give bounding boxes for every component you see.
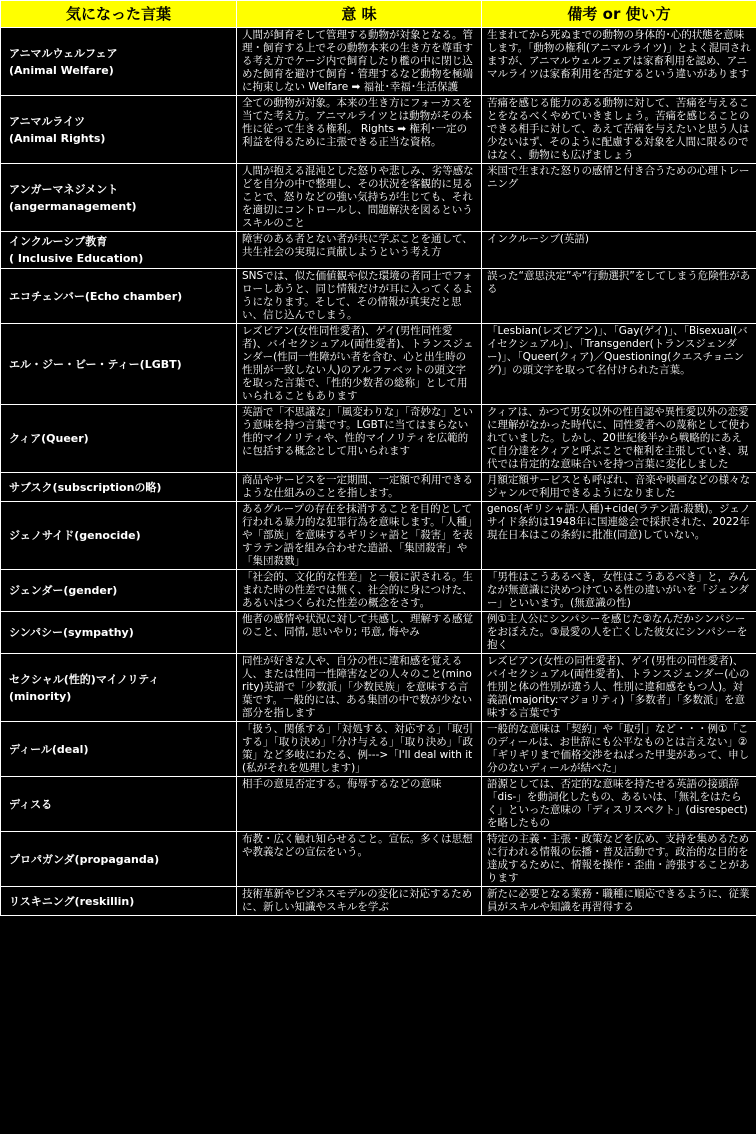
meaning-cell: 人間が飼育そして管理する動物が対象となる。管理・飼育する上でその動物本来の生き方を尊重する考え方でケージ内で飼育したり檻の中に閉じ込めた飼育を避けて飼育・管理するなど動物を極端に拘束しない Welfare ➡ 福祉･幸福･生活保護 [237, 28, 482, 96]
term-cell [1, 96, 237, 164]
meaning-cell: 障害のある者とない者が共に学ぶことを通して、共生社会の実現に貢献しようという考え方 [237, 232, 482, 269]
header-note: 備考 or 使い方 [482, 1, 756, 28]
note-cell: 米国で生まれた怒りの感情と付き合うための心理トレーニング [482, 164, 756, 232]
meaning-cell: あるグループの存在を抹消することを目的として行われる暴力的な犯罪行為を意味します。「人種」や「部族」を意味するギリシャ語と「殺害」を表すラテン語を組み合わせた造語、「集団殺害」や「集団殺戮」 [237, 502, 482, 570]
term-label: ディスる [9, 797, 53, 811]
note-cell: 苦痛を感じる能力のある動物に対して、苦痛を与えることをなるべくやめていきましょう。苦痛を感じることのできる相手に対して、あえて苦痛を与えたいと思う人は少ないはず、そのように配慮する対象を人間に限るのではなく、動物にも広げましょう [482, 96, 756, 164]
table-body [1, 28, 756, 916]
meaning-cell: 英語で「不思議な」「風変わりな」「奇妙な」という意味を持つ言葉です。LGBTに当てはまらない性的マイノリティや、性的マイノリティを広範的に包括する概念として用いられます [237, 405, 482, 473]
table-row [1, 324, 756, 405]
note-cell: 語源としては、否定的な意味を持たせる英語の接頭辞「dis-」を動詞化したもの、あるいは、「無礼をはたらく」といった意味の「ディスリスペクト」(disrespect)を略したもの [482, 777, 756, 832]
table-row [1, 612, 756, 654]
term-cell [1, 502, 237, 570]
note-cell: 「Lesbian(レズビアン)」、「Gay(ゲイ)」、「Bisexual(バイセクシュアル)」、「Transgender(トランスジェンダー)」、「Queer(クィア)／Questioning(クエスチョニング)」の頭文字を取って名付けられた言葉。 [482, 324, 756, 405]
note-cell: 新たに必要となる業務・職種に順応できるように、従業員がスキルや知識を再習得する [482, 887, 756, 916]
term-cell [1, 324, 237, 405]
table-row [1, 232, 756, 269]
term-label: セクシャル(性的)マイノリティ [9, 672, 160, 686]
term-english: (Animal Welfare) [9, 63, 114, 77]
note-cell: 特定の主義・主張・政策などを広め、支持を集めるために行われる情報の伝播・普及活動です。政治的な目的を達成するために、情報を操作・歪曲・誇張することがあります [482, 832, 756, 887]
term-label: アニマルライツ [9, 114, 86, 128]
table-row [1, 654, 756, 722]
term-label: ジェンダー(gender) [9, 584, 118, 597]
term-label: エル・ジー・ビー・ティー(LGBT) [9, 357, 182, 371]
meaning-cell: 同性が好きな人や、自分の性に違和感を覚える人、または性同一性障害などの人々のこと(minority)英語で「少数派」「少数民族」を意味する言葉です。一般的には、ある集団の中で数が少ない部分を指します [237, 654, 482, 722]
note-cell: 「男性はこうあるべき，女性はこうあるべき」と，みんなが無意識に決めつけている性の違いがいを「ジェンダー」といいます。(無意識の性) [482, 570, 756, 612]
note-cell: 誤った“意思決定”や“行動選択”をしてしまう危険性がある [482, 269, 756, 324]
term-label: プロパガンダ(propaganda) [9, 852, 160, 866]
table-row [1, 96, 756, 164]
term-cell [1, 232, 237, 269]
table-row [1, 722, 756, 777]
meaning-cell: SNSでは、似た価値観や似た環境の者同士でフォローしあうと、同じ情報だけが耳に入ってくるようになります。そして、その情報が真実だと思い、信じ込んでしまう。 [237, 269, 482, 324]
term-cell [1, 654, 237, 722]
note-cell: レズビアン(女性の同性愛者)、ゲイ(男性の同性愛者)、バイセクシュアル(両性愛者)、トランスジェンダー(心の性別と体の性別が違う人、性別に違和感をもつ人)。対義語(majority:マジョリティ)「多数者」「多数派」を意味する言葉です [482, 654, 756, 722]
term-label: アンガーマネジメント [9, 182, 119, 196]
term-cell [1, 612, 237, 654]
header-term: 気になった言葉 [1, 1, 237, 28]
meaning-cell: レズビアン(女性同性愛者)、ゲイ(男性同性愛者)、バイセクシュアル(両性愛者)、トランスジェンダー(性同一性障がい者を含む、心と出生時の性別が一致しない人)のアルファベットの頭文字を取った言葉で、「性的少数者の総称」として用いられることもあります [237, 324, 482, 405]
meaning-cell: 商品やサービスを一定期間、一定額で利用できるような仕組みのことを指します。 [237, 473, 482, 502]
term-label: リスキニング(reskillin) [9, 894, 135, 908]
note-cell: インクルーシブ(英語) [482, 232, 756, 269]
term-cell [1, 405, 237, 473]
note-cell: genos(ギリシャ語:人種)+cide(ラテン語:殺戮)。ジェノサイド条約は1948年に国連総会で採択された、2022年現在日本はこの条約に批准(同意)していない。 [482, 502, 756, 570]
table-row [1, 502, 756, 570]
header-meaning: 意 味 [237, 1, 482, 28]
term-label: ディール(deal) [9, 742, 89, 756]
note-cell: 月額定額サービスとも呼ばれ、音楽や映画などの様々なジャンルで利用できるようになりました [482, 473, 756, 502]
meaning-cell: 全ての動物が対象。本来の生き方にフォーカスを当てた考え方。アニマルライツとは動物がその本性に従って生きる権利。 Rights ➡ 権利･一定の利益を得るために主張できる正当な資格。 [237, 96, 482, 164]
term-cell [1, 832, 237, 887]
term-label: インクルーシブ教育 [9, 235, 108, 248]
note-cell: 生まれてから死ぬまでの動物の身体的･心的状態を意味します。「動物の権利(アニマルライツ)」とよく混同されますが、アニマルウェルフェアは家畜利用を認め、アニマルライツは家畜利用を否定するという違いがあります [482, 28, 756, 96]
term-label: シンパシー(sympathy) [9, 626, 134, 639]
table-header [1, 1, 756, 28]
term-english: (Animal Rights) [9, 131, 106, 145]
table-row [1, 164, 756, 232]
term-cell [1, 164, 237, 232]
meaning-cell: 人間が抱える混沌とした怒りや悲しみ、劣等感などを自分の中で整理し、その状況を客観的に見ることで、怒りなどの強い気持ちが生じても、それを適切にコントロールし、問題解決を図るというスキルのこと [237, 164, 482, 232]
term-cell [1, 570, 237, 612]
term-label: アニマルウェルフェア [9, 46, 118, 60]
term-english: ( Inclusive Education) [9, 252, 144, 265]
term-cell [1, 473, 237, 502]
term-cell [1, 28, 237, 96]
term-cell [1, 269, 237, 324]
term-label: エコチェンバー(Echo chamber) [9, 289, 183, 303]
note-cell: 一般的な意味は「契約」や「取引」など・・・例①「このディールは、お世辞にも公平なものとは言えない」②「ギリギリまで価格交渉をねばった甲斐があって、申し分のないディールが結べた」 [482, 722, 756, 777]
meaning-cell: 相手の意見否定する。侮辱するなどの意味 [237, 777, 482, 832]
meaning-cell: 「扱う、関係する」「対処する、対応する」「取引する」「取り決め」「分け与える」「取り決め」「政策」など多岐にわたる、例--->「I'll deal with it(私がそれを処理します)」 [237, 722, 482, 777]
table-row [1, 570, 756, 612]
table-row [1, 777, 756, 832]
note-cell: 例①主人公にシンパシーを感じた②なんだかシンパシーをおぼえた。③最愛の人を亡くした彼女にシンパシーを抱く [482, 612, 756, 654]
term-english: (angermanagement) [9, 199, 137, 213]
term-label: サブスク(subscriptionの略) [9, 480, 162, 494]
table-row [1, 405, 756, 473]
term-english: (minority) [9, 689, 72, 703]
meaning-cell: 技術革新やビジネスモデルの変化に対応するために、新しい知識やスキルを学ぶ [237, 887, 482, 916]
table-row [1, 269, 756, 324]
term-cell [1, 777, 237, 832]
meaning-cell: 布教・広く触れ知らせること。宣伝。多くは思想や教義などの宣伝をいう。 [237, 832, 482, 887]
table-row [1, 832, 756, 887]
table-row [1, 887, 756, 916]
table-row [1, 28, 756, 96]
table-row [1, 473, 756, 502]
note-cell: クィアは、かつて男女以外の性自認や異性愛以外の恋愛に理解がなかった時代に、同性愛者への蔑称として使われていました。しかし、20世紀後半から戦略的にあえて自分達をクィアと呼ぶことで権利を主張していき、現代では肯定的な意味合いを持つ言葉に変化しました [482, 405, 756, 473]
meaning-cell: 「社会的、文化的な性差」と一般に訳される。生まれた時の性差では無く、社会的に身につけた、あるいはつくられた性差の概念をさす。 [237, 570, 482, 612]
term-cell [1, 722, 237, 777]
header-row [1, 1, 756, 28]
meaning-cell: 他者の感情や状況に対して共感し、理解する感覚のこと、同情, 思いやり; 弔意, 悔やみ [237, 612, 482, 654]
term-cell [1, 887, 237, 916]
term-label: クィア(Queer) [9, 432, 89, 445]
term-label: ジェノサイド(genocide) [9, 529, 141, 542]
